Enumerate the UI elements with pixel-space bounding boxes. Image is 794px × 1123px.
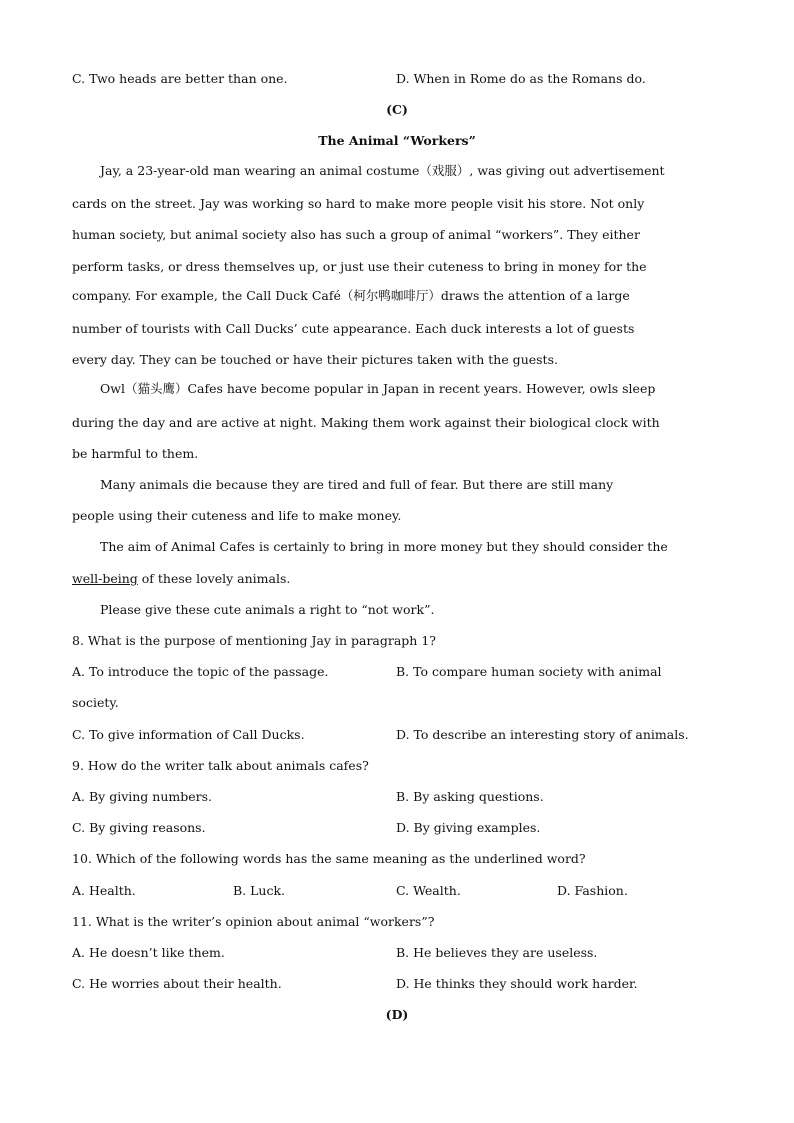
p4-line-1: The aim of Animal Cafes is certainly to bring in more money but they should consider the [100,539,668,554]
q9-option-a: A. By giving numbers. [72,789,212,804]
p2-line-3: be harmful to them. [72,446,199,461]
q11-options-row-2 [0,976,794,992]
q9-option-d: D. By giving examples. [396,820,541,835]
p1-line-7: every day. They can be touched or have their pictures taken with the guests. [72,352,558,367]
p3-line-1: Many animals die because they are tired and full of fear. But there are still many [100,477,614,492]
prev-option-c: C. Two heads are better than one. [72,71,288,86]
q9-stem: 9. How do the writer talk about animals cafes? [72,758,369,773]
p1-line-2: cards on the street. Jay was working so hard to make more people visit his store. Not only [72,196,645,211]
underlined-word: well-being [72,571,138,586]
p1-line-6: number of tourists with Call Ducks’ cute appearance. Each duck interests a lot of guests [72,321,635,336]
q8-stem: 8. What is the purpose of mentioning Jay in paragraph 1? [72,633,436,648]
q9-options-row-2 [0,820,794,836]
section-d-heading: (D) [385,1007,409,1022]
p5-line-1: Please give these cute animals a right to “not work”. [100,602,435,617]
passage-title: The Animal “Workers” [318,133,476,148]
q8-option-b: B. To compare human society with animal [396,664,662,679]
prev-options-row [0,71,794,87]
q8-option-a: A. To introduce the topic of the passage. [72,664,329,679]
q8-option-d: D. To describe an interesting story of animals. [396,727,689,742]
q10-option-b: B. Luck. [233,883,286,898]
q9-option-b: B. By asking questions. [396,789,544,804]
q11-stem: 11. What is the writer’s opinion about animal “workers”? [72,914,435,929]
q11-options-row-1 [0,945,794,961]
p1-line-3: human society, but animal society also has such a group of animal “workers”. They either [72,227,640,242]
section-c-heading: (C) [386,102,408,117]
q8-options-row-1 [0,664,794,680]
q10-option-d: D. Fashion. [557,883,628,898]
prev-option-d: D. When in Rome do as the Romans do. [396,71,646,86]
p1-line-1: Jay, a 23-year-old man wearing an animal costume（戏服）, was giving out advertisement [100,163,665,178]
q8-options-row-2 [0,727,794,743]
p1-line-5: company. For example, the Call Duck Café（柯尔鸭咖啡厅）draws the attention of a large [72,288,630,303]
p4-line-2 [72,571,724,587]
q10-options-row [0,883,794,899]
q10-stem: 10. Which of the following words has the same meaning as the underlined word? [72,851,586,866]
q11-option-b: B. He believes they are useless. [396,945,598,960]
p1-line-4: perform tasks, or dress themselves up, or just use their cuteness to bring in money for the [72,259,647,274]
q10-option-a: A. Health. [72,883,136,898]
p2-line-1: Owl（猫头鹰）Cafes have become popular in Japan in recent years. However, owls sleep [100,381,656,396]
q11-option-d: D. He thinks they should work harder. [396,976,638,991]
q11-option-a: A. He doesn’t like them. [72,945,225,960]
q11-option-c: C. He worries about their health. [72,976,282,991]
p2-line-2: during the day and are active at night. Making them work against their biological clock with [72,415,660,430]
q9-options-row-1 [0,789,794,805]
q8-option-b-cont: society. [72,695,119,710]
q10-option-c: C. Wealth. [396,883,461,898]
p3-line-2: people using their cuteness and life to make money. [72,508,402,523]
p4-line-2-rest: of these lovely animals. [137,571,291,586]
q8-option-c: C. To give information of Call Ducks. [72,727,305,742]
q9-option-c: C. By giving reasons. [72,820,206,835]
